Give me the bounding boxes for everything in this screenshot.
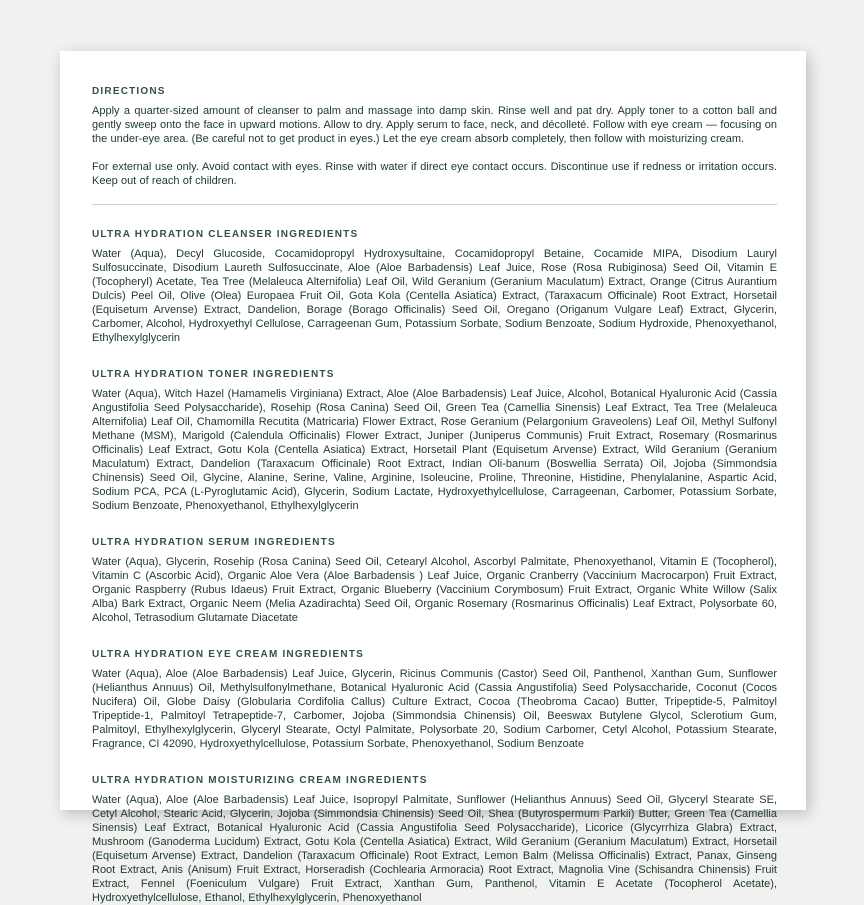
serum-ingredients-section <box>92 537 777 625</box>
serum-ingredients-heading: ULTRA HYDRATION SERUM INGREDIENTS <box>92 537 336 548</box>
cleanser-ingredients-text: Water (Aqua), Decyl Glucoside, Cocamidopropyl Hydroxysultaine, Cocamidopropyl Betaine, Cocamide MIPA, Disodium Lauryl Sulfosuccinate, Disodium Laureth Sulfosuccinate, Aloe (Aloe Barbadensis) Leaf Juice, Rose (Rosa Rubiginosa) Seed Oil, Vitamin E (Tocopheryl) Acetate, Tea Tree (Melaleuca Alternifolia) Leaf Oil, Wild Geranium (Geranium Maculatum) Extract, Orange (Citrus Aurantium Dulcis) Peel Oil, Olive (Olea) Europaea Fruit Oil, Gota Kola (Centella Asiatica) Extract, (Taraxacum Officinale) Root Extract, Horsetail (Equisetum Arvense) Extract, Dandelion, Borage (Borago Officinalis) Seed Oil, Oregano (Origanum Vulgare Leaf) Extract, Glycerin, Carbomer, Alcohol, Hydroxyethyl Cellulose, Carrageenan Gum, Potassium Sorbate, Sodium Benzoate, Sodium Hydroxide, Phenoxyethanol, Ethylhexylglycerin <box>92 248 777 344</box>
directions-heading: DIRECTIONS <box>92 86 166 97</box>
eye-cream-ingredients-text: Water (Aqua), Aloe (Aloe Barbadensis) Leaf Juice, Glycerin, Ricinus Communis (Castor) Seed Oil, Panthenol, Xanthan Gum, Sunflower (Helianthus Annuus) Oil, Methylsulfonylmethane, Botanical Hyaluronic Acid (Cassia Angustifolia) Seed Polysaccharide, Coconut (Cocos Nucifera) Oil, Globe Daisy (Globularia Cordifolia Callus) Culture Extract, Cocoa (Theobroma Cacao) Butter, Tripeptide-5, Palmitoyl Tripeptide-1, Palmitoyl Tetrapeptide-7, Carbomer, Jojoba (Simmondsia Chinensis) Oil, Beeswax Butylene Glycol, Sclerotium Gum, Palmitoyl, Ethylhexylglycerin, Glyceryl Stearate, Octyl Palmitate, Polysorbate 20, Sodium Carbomer, Cetyl Alcohol, Potassium Stearate, Fragrance, CI 42090, Hydroxyethylcellulose, Potassium Sorbate, Phenoxyethanol, Sodium Benzoate <box>92 668 777 750</box>
directions-section <box>92 86 777 188</box>
moisturizing-cream-ingredients-section <box>92 775 777 905</box>
directions-usage-paragraph: Apply a quarter-sized amount of cleanser to palm and massage into damp skin. Rinse well and pat dry. Apply toner to a cotton ball and gently sweep onto the face in upward motions. Allow to dry. Apply serum to face, neck, and décolleté. Follow with eye cream — focusing on the under-eye area. (Be careful not to get product in eyes.) Let the eye cream absorb completely, then follow with moisturizing cream. <box>92 105 777 145</box>
toner-ingredients-text: Water (Aqua), Witch Hazel (Hamamelis Virginiana) Extract, Aloe (Aloe Barbadensis) Leaf Juice, Alcohol, Botanical Hyaluronic Acid (Cassia Angustifolia Seed Polysaccharide), Rosehip (Rosa Canina) Seed Oil, Green Tea (Camellia Sinensis) Leaf Extract, Tea Tree (Melaleuca Alternifolia) Leaf Oil, Chamomilla Recutita (Matricaria) Flower Extract, Rose Geranium (Pelargonium Graveolens) Leaf Oil, Methyl Sulfonyl Methane (MSM), Marigold (Calendula Officinalis) Flower Extract, Juniper (Juniperus Communis) Fruit Extract, Rosemary (Rosmarinus Officinalis) Leaf Extract, Gotu Kola (Centella Asiatica) Extract, Horsetail Plant (Equisetum Arvense) Extract, Wild Geranium (Geranium Maculatum) Extract, Dandelion (Taraxacum Officinale) Root Extract, Indian Oli-banum (Boswellia Serrata) Oil, Jojoba (Simmondsia Chinensis) Seed Oil, Glycine, Alanine, Serine, Valine, Arginine, Isoleucine, Proline, Threonine, Histidine, Phenylalanine, Aspartic Acid, Sodium PCA, PCA (L-Pyroglutamic Acid), Glycerin, Sodium Lactate, Hydroxyethylcellulose, Carrageenan, Carbomer, Potassium Sorbate, Sodium Benzoate, Phenoxyethanol, Ethylhexylglycerin <box>92 388 777 512</box>
moisturizing-cream-ingredients-heading: ULTRA HYDRATION MOISTURIZING CREAM INGREDIENTS <box>92 775 428 786</box>
cleanser-ingredients-section <box>92 229 777 345</box>
moisturizing-cream-ingredients-text: Water (Aqua), Aloe (Aloe Barbadensis) Leaf Juice, Isopropyl Palmitate, Sunflower (Helianthus Annuus) Seed Oil, Glyceryl Stearate SE, Cetyl Alcohol, Stearic Acid, Glycerin, Jojoba (Simmondsia Chinensis) Seed Oil, Shea (Butyrospermum Parkii) Butter, Green Tea (Camellia Sinensis) Leaf Extract, Botanical Hyaluronic Acid (Cassia Angustifolia Seed Polysaccharide), Licorice (Glycyrrhiza Glabra) Extract, Mushroom (Ganoderma Lucidum) Extract, Gotu Kola (Centella Asiatica) Extract, Wild Geranium (Geranium Maculatum) Extract, Horsetail (Equisetum Arvense) Extract, Dandelion (Taraxacum Officinale) Root Extract, Lemon Balm (Melissa Officinalis) Extract, Panax, Ginseng Root Extract, Anis (Anisum) Fruit Extract, Horseradish (Cochlearia Armoracia) Root Extract, Magnolia Vine (Schisandra Chinensis) Fruit Extract, Fennel (Foeniculum Vulgare) Fruit Extract, Xanthan Gum, Panthenol, Vitamin E Acetate (Tocopherol Acetate), Hydroxyethylcellulose, Ethanol, Ethylhexylglycerin, Phenoxyethanol <box>92 794 777 904</box>
toner-ingredients-section <box>92 369 777 513</box>
eye-cream-ingredients-heading: ULTRA HYDRATION EYE CREAM INGREDIENTS <box>92 649 364 660</box>
directions-warning-paragraph: For external use only. Avoid contact with eyes. Rinse with water if direct eye contact occurs. Discontinue use if redness or irritation occurs. Keep out of reach of children. <box>92 161 777 187</box>
toner-ingredients-heading: ULTRA HYDRATION TONER INGREDIENTS <box>92 369 335 380</box>
cleanser-ingredients-heading: ULTRA HYDRATION CLEANSER INGREDIENTS <box>92 229 359 240</box>
product-label-card <box>60 51 806 904</box>
section-divider <box>92 204 777 205</box>
serum-ingredients-text: Water (Aqua), Glycerin, Rosehip (Rosa Canina) Seed Oil, Cetearyl Alcohol, Ascorbyl Palmitate, Phenoxyethanol, Vitamin E (Tocopherol), Vitamin C (Ascorbic Acid), Organic Aloe Vera (Aloe Barbadensis ) Leaf Juice, Organic Cranberry (Vaccinium Macrocarpon) Fruit Extract, Organic Raspberry (Rubus Idaeus) Fruit Extract, Organic Blueberry (Vaccinium Corymbosum) Fruit Extract, Organic White Willow (Salix Alba) Bark Extract, Organic Neem (Melia Azadirachta) Seed Oil, Organic Rosemary (Rosmarinus Officinalis) Leaf Extract, Polysorbate 60, Alcohol, Tetrasodium Glutamate Diacetate <box>92 556 777 624</box>
eye-cream-ingredients-section <box>92 649 777 751</box>
